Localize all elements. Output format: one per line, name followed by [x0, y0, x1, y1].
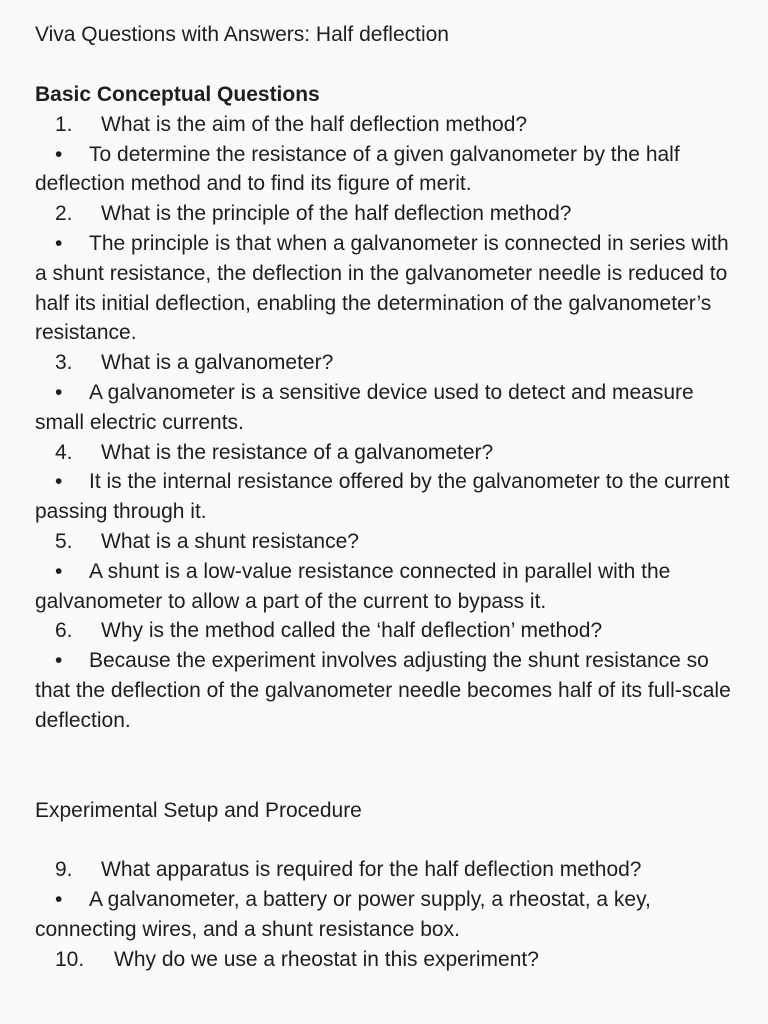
question-text: What apparatus is required for the half deflection method? [101, 858, 642, 882]
question-text: What is a shunt resistance? [101, 529, 359, 553]
answer-text: The principle is that when a galvanometer is connected in series with a shunt resistance, the deflection in the galvanometer needle is reduced to half its initial deflection, enabling the determination of the galvanometer’s resistance. [35, 231, 729, 345]
answer-item [35, 140, 735, 200]
bullet-icon: • [55, 142, 63, 166]
document [35, 20, 735, 974]
bullet-icon: • [55, 559, 63, 583]
question-item [35, 110, 735, 140]
answer-item [35, 885, 735, 945]
bullet-icon: • [55, 231, 63, 255]
answer-item [35, 467, 735, 527]
answer-text: A galvanometer, a battery or power supply, a rheostat, a key, connecting wires, and a shunt resistance box. [35, 887, 651, 941]
question-number: 9. [55, 858, 73, 882]
question-number: 10. [55, 947, 85, 971]
answer-text: Because the experiment involves adjusting the shunt resistance so that the deflection of the galvanometer needle becomes half of its full-scale deflection. [35, 649, 731, 732]
question-item [35, 348, 735, 378]
question-number: 6. [55, 619, 73, 643]
answer-text: A shunt is a low-value resistance connected in parallel with the galvanometer to allow a part of the current to bypass it. [35, 559, 671, 613]
question-number: 5. [55, 529, 73, 553]
question-item [35, 438, 735, 468]
question-text: What is the aim of the half deflection method? [101, 112, 528, 136]
question-text: What is the resistance of a galvanometer? [101, 440, 494, 464]
question-item [35, 945, 735, 975]
question-number: 3. [55, 351, 73, 375]
question-item [35, 527, 735, 557]
bullet-icon: • [55, 380, 63, 404]
answer-text: A galvanometer is a sensitive device used to detect and measure small electric currents. [35, 380, 694, 434]
question-item [35, 616, 735, 646]
answer-item [35, 378, 735, 438]
question-number: 2. [55, 202, 73, 226]
bullet-icon: • [55, 470, 63, 494]
answer-item [35, 229, 735, 348]
section-heading-setup: Experimental Setup and Procedure [35, 798, 362, 822]
answer-item [35, 557, 735, 617]
answer-text: It is the internal resistance offered by the galvanometer to the current passing through it. [35, 470, 730, 524]
question-text: Why do we use a rheostat in this experiment? [114, 947, 539, 971]
question-text: What is the principle of the half deflection method? [101, 202, 572, 226]
bullet-icon: • [55, 887, 63, 911]
answer-item [35, 646, 735, 735]
question-text: What is a galvanometer? [101, 351, 334, 375]
question-number: 1. [55, 112, 73, 136]
bullet-icon: • [55, 649, 63, 673]
section-heading-basic: Basic Conceptual Questions [35, 83, 320, 106]
answer-text: To determine the resistance of a given galvanometer by the half deflection method and to find its figure of merit. [35, 142, 680, 196]
question-text: Why is the method called the ‘half deflection’ method? [101, 619, 603, 643]
question-item [35, 199, 735, 229]
question-item [35, 855, 735, 885]
document-title: Viva Questions with Answers: Half deflection [35, 23, 449, 46]
question-number: 4. [55, 440, 73, 464]
